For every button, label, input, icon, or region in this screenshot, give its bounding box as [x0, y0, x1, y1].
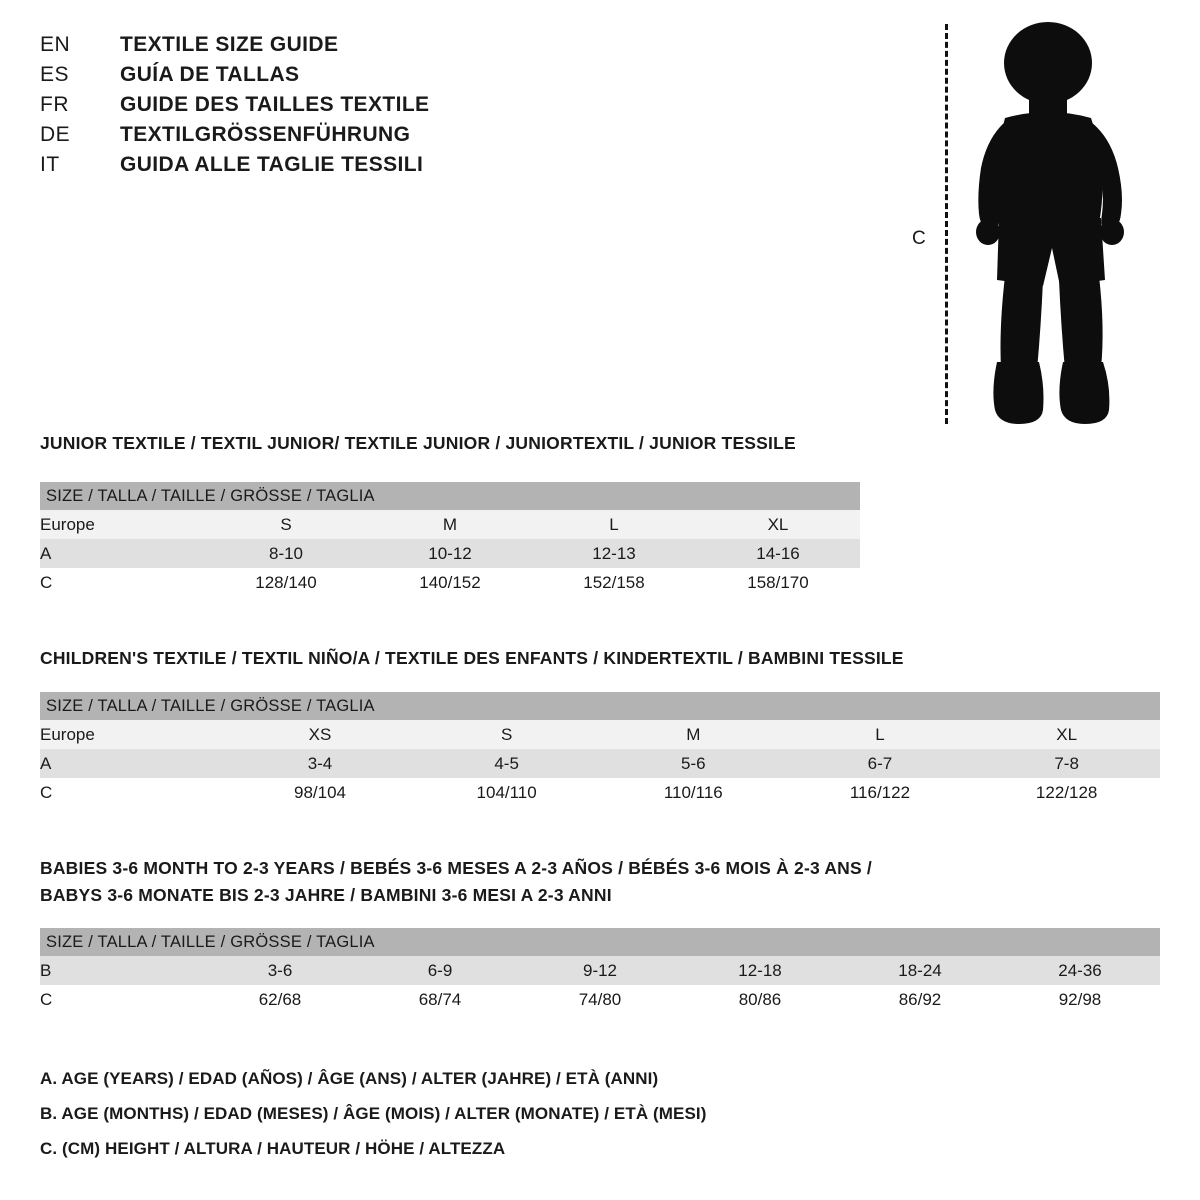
table-banner-row [40, 928, 1160, 956]
cell-b-5: 18-24 [840, 956, 1000, 985]
language-row-fr [40, 93, 560, 123]
column-header-m: M [600, 720, 787, 749]
height-measure-figure [900, 10, 1160, 430]
language-code: ES [40, 63, 70, 86]
measure-dashed-line [945, 24, 948, 424]
row-label-a: A [40, 749, 227, 778]
language-row-es [40, 63, 560, 93]
babies-size-table [40, 928, 1160, 1014]
table-row [40, 568, 860, 597]
measure-label-c: C [912, 228, 926, 249]
table-row [40, 956, 1160, 985]
column-header-l: L [787, 720, 974, 749]
cell-c-xl: 122/128 [973, 778, 1160, 807]
footnote-a: A. AGE (YEARS) / EDAD (AÑOS) / ÂGE (ANS) / ALTER (JAHRE) / ETÀ (ANNI) [40, 1069, 659, 1088]
language-row-de [40, 123, 560, 153]
table-row [40, 985, 1160, 1014]
footnote-b: B. AGE (MONTHS) / EDAD (MESES) / ÂGE (MOIS) / ALTER (MONATE) / ETÀ (MESI) [40, 1104, 707, 1123]
cell-a-m: 5-6 [600, 749, 787, 778]
cell-b-2: 6-9 [360, 956, 520, 985]
section-title-junior: JUNIOR TEXTILE / TEXTIL JUNIOR/ TEXTILE JUNIOR / JUNIORTEXTIL / JUNIOR TESSILE [40, 433, 796, 453]
language-title: GUÍA DE TALLAS [120, 63, 300, 86]
language-title: GUIDE DES TAILLES TEXTILE [120, 93, 430, 116]
table-row [40, 749, 1160, 778]
language-code: DE [40, 123, 71, 146]
cell-c-4: 80/86 [680, 985, 840, 1014]
cell-c-m: 140/152 [368, 568, 532, 597]
junior-size-table [40, 482, 860, 597]
child-silhouette-icon [955, 18, 1155, 428]
cell-c-3: 74/80 [520, 985, 680, 1014]
row-label-c: C [40, 985, 200, 1014]
table-banner: SIZE / TALLA / TAILLE / GRÖSSE / TAGLIA [40, 482, 860, 510]
language-code: FR [40, 93, 69, 116]
cell-b-4: 12-18 [680, 956, 840, 985]
cell-a-xs: 3-4 [227, 749, 414, 778]
cell-c-6: 92/98 [1000, 985, 1160, 1014]
column-header-xl: XL [696, 510, 860, 539]
table-banner-row [40, 482, 860, 510]
column-header-l: L [532, 510, 696, 539]
language-code: IT [40, 153, 60, 176]
table-row [40, 539, 860, 568]
section-title-babies-line2: BABYS 3-6 MONATE BIS 2-3 JAHRE / BAMBINI 3-6 MESI A 2-3 ANNI [40, 885, 612, 905]
cell-b-3: 9-12 [520, 956, 680, 985]
cell-a-m: 10-12 [368, 539, 532, 568]
column-header-s: S [413, 720, 600, 749]
language-title: TEXTILGRÖSSENFÜHRUNG [120, 123, 411, 146]
cell-c-1: 62/68 [200, 985, 360, 1014]
cell-a-xl: 7-8 [973, 749, 1160, 778]
cell-c-xl: 158/170 [696, 568, 860, 597]
row-label-c: C [40, 778, 227, 807]
table-banner-row [40, 692, 1160, 720]
table-header-row [40, 510, 860, 539]
cell-b-1: 3-6 [200, 956, 360, 985]
row-label-c: C [40, 568, 204, 597]
column-header-m: M [368, 510, 532, 539]
cell-c-m: 110/116 [600, 778, 787, 807]
cell-a-s: 4-5 [413, 749, 600, 778]
column-header-region: Europe [40, 510, 204, 539]
table-header-row [40, 720, 1160, 749]
table-banner: SIZE / TALLA / TAILLE / GRÖSSE / TAGLIA [40, 692, 1160, 720]
cell-b-6: 24-36 [1000, 956, 1160, 985]
table-banner: SIZE / TALLA / TAILLE / GRÖSSE / TAGLIA [40, 928, 1160, 956]
cell-c-2: 68/74 [360, 985, 520, 1014]
language-title-block [40, 33, 560, 183]
cell-c-s: 128/140 [204, 568, 368, 597]
cell-c-5: 86/92 [840, 985, 1000, 1014]
cell-c-l: 116/122 [787, 778, 974, 807]
cell-c-xs: 98/104 [227, 778, 414, 807]
cell-c-l: 152/158 [532, 568, 696, 597]
column-header-s: S [204, 510, 368, 539]
language-row-en [40, 33, 560, 63]
cell-a-l: 12-13 [532, 539, 696, 568]
section-title-children: CHILDREN'S TEXTILE / TEXTIL NIÑO/A / TEXTILE DES ENFANTS / KINDERTEXTIL / BAMBINI TESSILE [40, 648, 904, 668]
column-header-xl: XL [973, 720, 1160, 749]
row-label-a: A [40, 539, 204, 568]
language-code: EN [40, 33, 71, 56]
cell-c-s: 104/110 [413, 778, 600, 807]
column-header-region: Europe [40, 720, 227, 749]
legend-footnotes [40, 1070, 1040, 1175]
table-row [40, 778, 1160, 807]
language-title: GUIDA ALLE TAGLIE TESSILI [120, 153, 424, 176]
cell-a-s: 8-10 [204, 539, 368, 568]
children-size-table [40, 692, 1160, 807]
section-title-babies-line1: BABIES 3-6 MONTH TO 2-3 YEARS / BEBÉS 3-6 MESES A 2-3 AÑOS / BÉBÉS 3-6 MOIS À 2-3 ANS / [40, 858, 872, 878]
footnote-c: C. (CM) HEIGHT / ALTURA / HAUTEUR / HÖHE / ALTEZZA [40, 1139, 506, 1158]
language-title: TEXTILE SIZE GUIDE [120, 33, 339, 56]
cell-a-xl: 14-16 [696, 539, 860, 568]
row-label-b: B [40, 956, 200, 985]
cell-a-l: 6-7 [787, 749, 974, 778]
language-row-it [40, 153, 560, 183]
column-header-xs: XS [227, 720, 414, 749]
